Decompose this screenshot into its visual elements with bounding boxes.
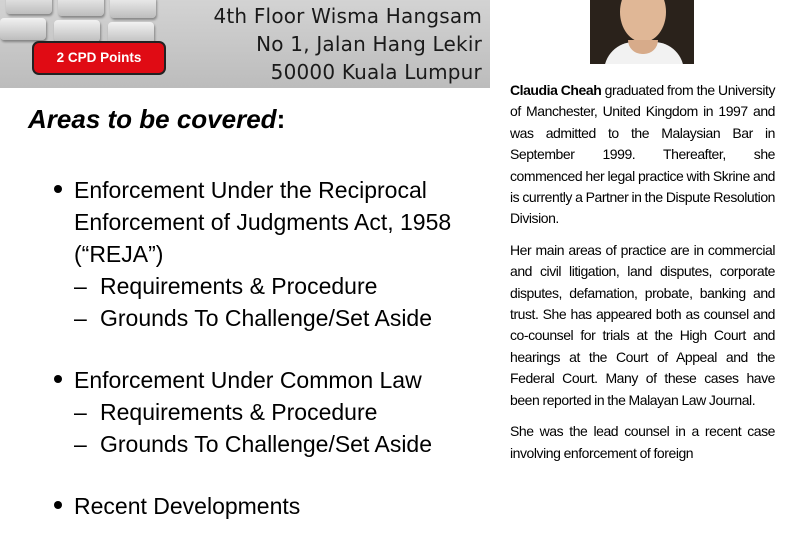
cpd-points-badge: 2 CPD Points <box>32 41 166 75</box>
header-banner <box>0 0 490 88</box>
bio-paragraph: Her main areas of practice are in commercial and civil litigation, land disputes, corporate disputes, defamation, probate, banking and trust. She has appeared both as counsel and co-counsel for trials at the High Court and hearings at the Court of Appeal and the Federal Court. Many of these cases have been reported in the Malayan Law Journal. <box>510 241 775 408</box>
areas-heading <box>28 104 285 135</box>
topic-item <box>52 364 482 460</box>
bio-paragraph <box>510 80 775 230</box>
topics-list <box>52 174 482 552</box>
topic-item <box>52 174 482 334</box>
subtopic-list <box>74 270 482 334</box>
topic-title: Enforcement Under the Reciprocal Enforcement of Judgments Act, 1958 (“REJA”) <box>74 177 452 267</box>
bullet-icon <box>54 375 62 383</box>
areas-heading-text: Areas to be covered <box>28 104 277 134</box>
bio-paragraph: She was the lead counsel in a recent case involving enforcement of foreign <box>510 423 775 461</box>
topic-item <box>52 490 482 522</box>
subtopic-item: – Grounds To Challenge/Set Aside <box>74 302 482 334</box>
speaker-photo <box>590 0 694 64</box>
bullet-icon <box>54 501 62 509</box>
venue-address <box>213 2 482 86</box>
subtopic-item: – Grounds To Challenge/Set Aside <box>74 428 482 460</box>
areas-heading-colon: : <box>276 104 286 134</box>
speaker-name: Claudia Cheah <box>510 82 602 98</box>
subtopic-list <box>74 396 482 460</box>
speaker-bio <box>510 80 775 474</box>
venue-line: No 1, Jalan Hang Lekir <box>256 32 482 56</box>
subtopic-item: – Requirements & Procedure <box>74 270 482 302</box>
venue-line: 50000 Kuala Lumpur <box>270 60 482 84</box>
venue-line: 4th Floor Wisma Hangsam <box>213 4 482 28</box>
bullet-icon <box>54 185 62 193</box>
topic-title: Recent Developments <box>74 493 301 519</box>
subtopic-item: – Requirements & Procedure <box>74 396 482 428</box>
bio-text: graduated from the University of Manchester, United Kingdom in 1997 and was admitted to the Malaysian Bar in September 1999. Thereafter, she commenced her legal practice with Skrine and is currently a Partner in the Dispute Resolution Division. <box>510 82 775 227</box>
topic-title: Enforcement Under Common Law <box>74 367 422 393</box>
